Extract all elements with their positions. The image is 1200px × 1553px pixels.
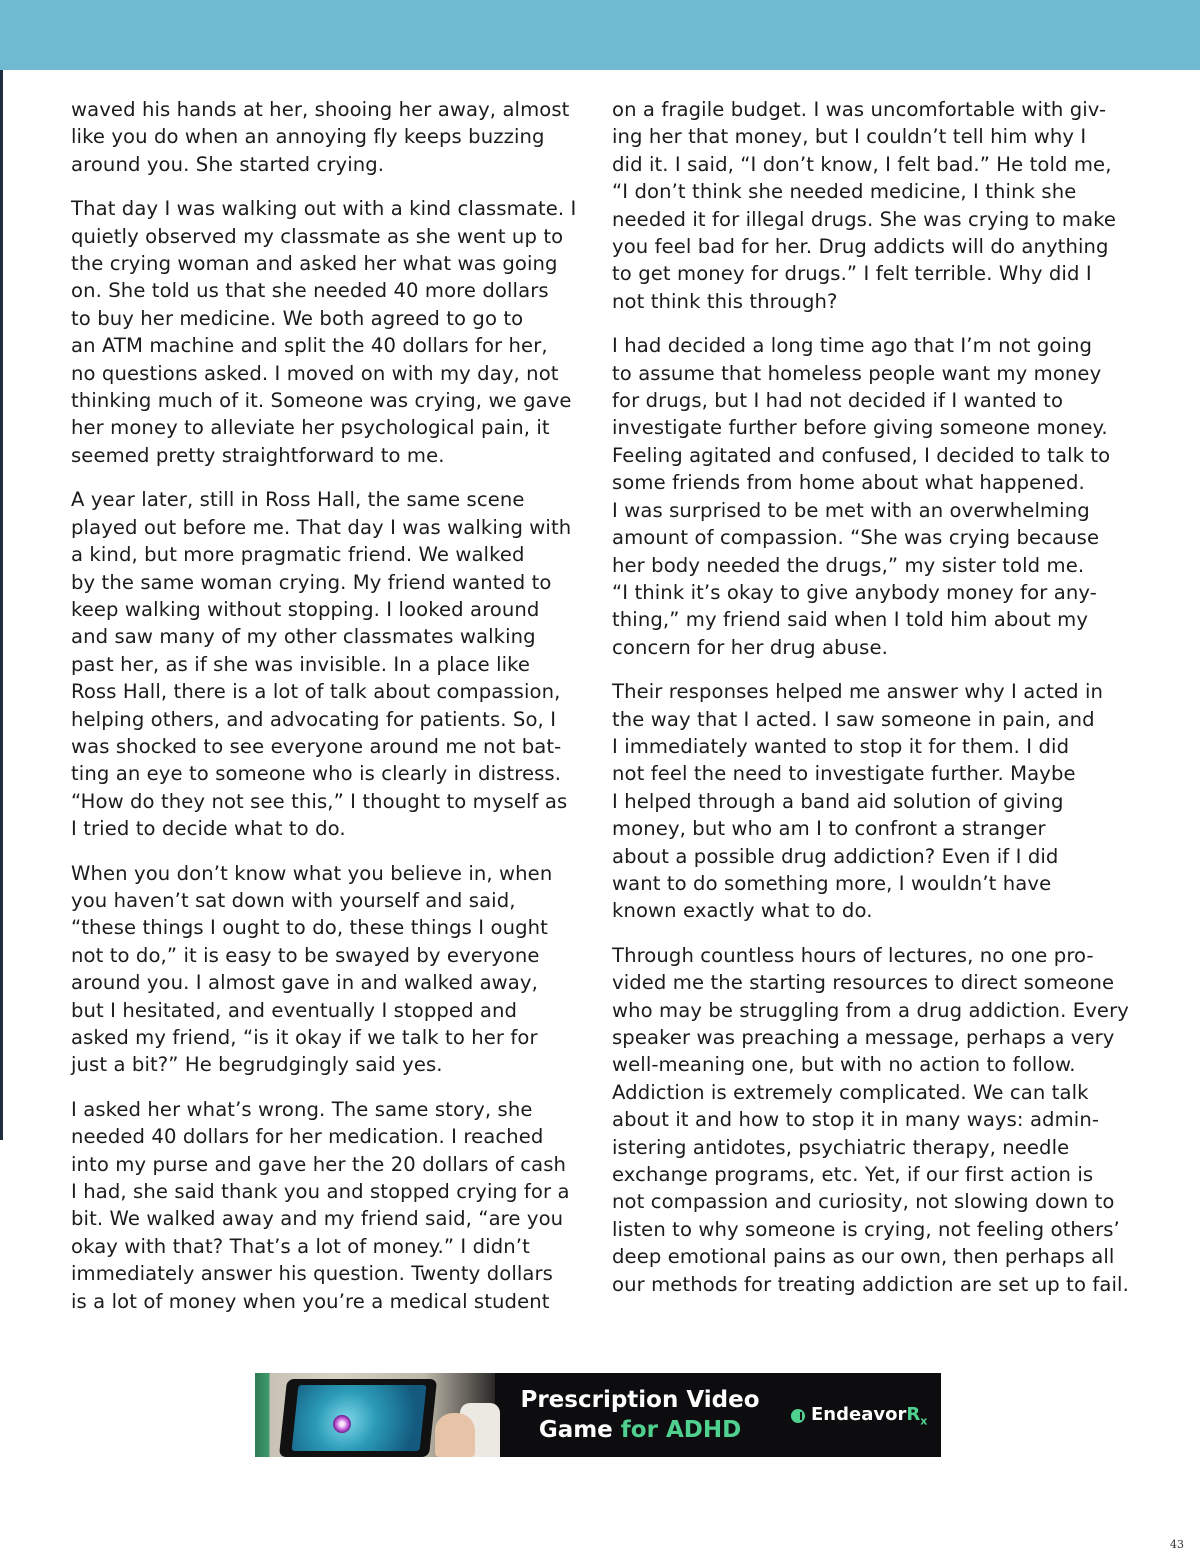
paragraph: That day I was walking out with a kind classmate. I quietly observed my classmate as she went up to the crying woman and asked her what was going on. She told us that she needed 40 more dollars to buy her medicine. We both agreed to go to an ATM machine and split the 40 dollars for her, no questions asked. I moved on with my day, not thinking much of it. Someone was crying, we gave her money to alleviate her psychological pain, it seemed pretty straightforward to me. xyxy=(71,197,577,467)
ad-headline-line2 xyxy=(505,1415,775,1445)
ad-headline-game: Game xyxy=(538,1417,621,1443)
game-creature-icon xyxy=(333,1415,351,1433)
paragraph: I had decided a long time ago that I’m not going to assume that homeless people want my money for drugs, but I had not decided if I wanted to investigate further before giving someone money. Feeling agitated and confused, I decided to talk to some friends from home about what happened. I was surprised to be met with an overwhelming amount of compassion. “She was crying because her body needed the drugs,” my sister told me. “I think it’s okay to give anybody money for any- thing,” my friend said when I told him about my concern for her drug abuse. xyxy=(612,334,1111,659)
left-text-column xyxy=(71,96,591,1332)
ad-headline-adhd: for ADHD xyxy=(620,1417,742,1443)
endeavor-rx-logo xyxy=(791,1403,927,1429)
hand-image xyxy=(435,1413,475,1457)
brand-main-text: Endeavor xyxy=(811,1404,907,1426)
page-number: 43 xyxy=(1170,1538,1184,1551)
brand-sub-text: x xyxy=(920,1414,928,1428)
ad-photo xyxy=(255,1373,495,1457)
ad-headline xyxy=(505,1385,775,1445)
paragraph: Through countless hours of lectures, no one pro- vided me the starting resources to direct someone who may be struggling from a drug addiction. Every speaker was preaching a message, perhaps a very well-meaning one, but with no action to follow. Addiction is extremely complicated. We can talk about it and how to stop it in many ways: admin- istering antidotes, psychiatric therapy, needle exchange programs, etc. Yet, if our first action is not compassion and curiosity, not slowing down to listen to why someone is crying, not feeling others’ deep emotional pains as our own, then perhaps all our methods for treating addiction are set up to fail. xyxy=(612,943,1129,1296)
paragraph: waved his hands at her, shooing her away, almost like you do when an annoying fly keeps buzzing around you. She started crying. xyxy=(71,98,570,176)
top-header-band xyxy=(0,0,1200,70)
brand-name xyxy=(811,1404,927,1428)
left-edge-rule xyxy=(0,70,3,1140)
ad-headline-line1: Prescription Video xyxy=(520,1387,760,1413)
paragraph: on a fragile budget. I was uncomfortable with giv- ing her that money, but I couldn’t tell him why I did it. I said, “I don’t know, I felt bad.” He told me, “I don’t think she needed medicine, I think she needed it for illegal drugs. She was crying to make you feel bad for her. Drug addicts will do anything to get money for drugs.” I felt terrible. Why did I not think this through? xyxy=(612,98,1117,313)
paragraph: A year later, still in Ross Hall, the same scene played out before me. That day I was walking with a kind, but more pragmatic friend. We walked by the same woman crying. My friend wanted to keep walking without stopping. I looked around and saw many of my other classmates walking past her, as if she was invisible. In a place like Ross Hall, there is a lot of talk about compassion, helping others, and advocating for patients. So, I was shocked to see everyone around me not bat- ting an eye to someone who is clearly in distress. “How do they not see this,” I thought to myself as I tried to decide what to do. xyxy=(71,488,572,841)
advertisement-banner[interactable] xyxy=(255,1373,941,1457)
paragraph: Their responses helped me answer why I acted in the way that I acted. I saw someone in pain, and I immediately wanted to stop it for them. I did not feel the need to investigate further. Maybe I helped through a band aid solution of giving money, but who am I to confront a stranger about a possible drug addiction? Even if I did want to do something more, I wouldn’t have known exactly what to do. xyxy=(612,680,1104,923)
paragraph: When you don’t know what you believe in, when you haven’t sat down with yourself and said, “these things I ought to do, these things I ought not to do,” it is easy to be swayed by everyone around you. I almost gave in and walked away, but I hesitated, and eventually I stopped and asked my friend, “is it okay if we talk to her for just a bit?” He begrudgingly said yes. xyxy=(71,861,553,1077)
game-screen-image xyxy=(292,1385,427,1451)
brand-suffix-text: R xyxy=(906,1404,921,1426)
brand-logo-icon xyxy=(791,1409,805,1423)
right-text-column xyxy=(612,96,1134,1315)
paragraph: I asked her what’s wrong. The same story, she needed 40 dollars for her medication. I reached into my purse and gave her the 20 dollars of cash I had, she said thank you and stopped crying for a bit. We walked away and my friend said, “are you okay with that? That’s a lot of money.” I didn’t immediately answer his question. Twenty dollars is a lot of money when you’re a medical student xyxy=(71,1097,570,1313)
